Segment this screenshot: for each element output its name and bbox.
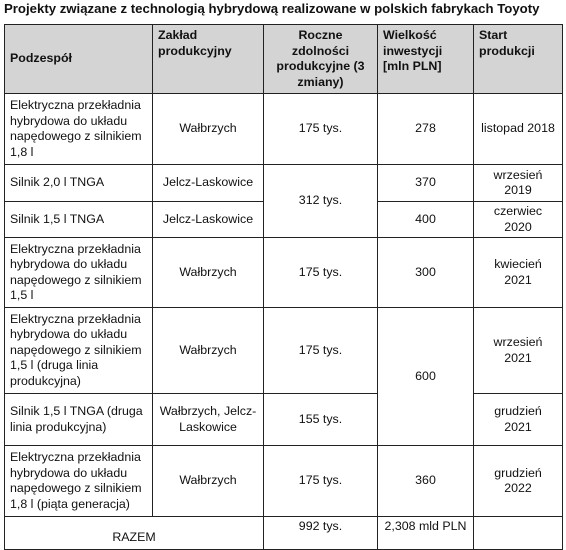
cell-plant: Wałbrzych, Jelcz-Laskowice — [153, 394, 264, 446]
cell-start: listopad 2018 — [474, 94, 563, 165]
cell-component: Elektryczna przekładnia hybrydowa do układu napędowego z silnikiem 1,8 l (piąta generacja) — [5, 446, 153, 517]
cell-capacity: 175 tys. — [264, 94, 378, 165]
total-capacity: 992 tys. — [264, 517, 378, 550]
cell-investment: 300 — [378, 238, 474, 308]
cell-plant: Wałbrzych — [153, 238, 264, 308]
total-row — [5, 517, 563, 550]
cell-capacity: 175 tys. — [264, 238, 378, 308]
header-investment: Wielkość inwestycji [mln PLN] — [378, 25, 474, 94]
cell-component: Elektryczna przekładnia hybrydowa do układu napędowego z silnikiem 1,5 l — [5, 238, 153, 308]
cell-investment: 600 — [378, 308, 474, 446]
cell-capacity: 175 tys. — [264, 308, 378, 394]
cell-start: wrzesień 2021 — [474, 308, 563, 394]
header-start: Start produkcji — [474, 25, 563, 94]
header-component: Podzespół — [5, 25, 153, 94]
cell-start: grudzień 2022 — [474, 446, 563, 517]
cell-component: Elektryczna przekładnia hybrydowa do układu napędowego z silnikiem 1,5 l (druga linia produkcyjna) — [5, 308, 153, 394]
total-empty-cell — [474, 517, 563, 550]
header-capacity: Roczne zdolności produkcyjne (3 zmiany) — [264, 25, 378, 94]
cell-capacity: 155 tys. — [264, 394, 378, 446]
cell-plant: Wałbrzych — [153, 446, 264, 517]
table-row — [5, 238, 563, 308]
cell-plant: Wałbrzych — [153, 308, 264, 394]
cell-capacity: 175 tys. — [264, 446, 378, 517]
cell-plant: Jelcz-Laskowice — [153, 202, 264, 238]
cell-component: Elektryczna przekładnia hybrydowa do układu napędowego z silnikiem 1,8 l — [5, 94, 153, 165]
cell-capacity: 312 tys. — [264, 165, 378, 238]
production-table — [4, 24, 563, 550]
total-label: RAZEM — [5, 517, 264, 550]
total-investment: 2,308 mld PLN — [378, 517, 474, 550]
cell-component: Silnik 1,5 l TNGA (druga linia produkcyjna) — [5, 394, 153, 446]
cell-start: wrzesień 2019 — [474, 165, 563, 202]
table-title: Projekty związane z technologią hybrydową realizowane w polskich fabrykach Toyoty — [4, 1, 540, 16]
table-row — [5, 308, 563, 394]
cell-start: kwiecień 2021 — [474, 238, 563, 308]
cell-plant: Jelcz-Laskowice — [153, 165, 264, 202]
table-row — [5, 394, 563, 446]
cell-start: grudzień 2021 — [474, 394, 563, 446]
cell-plant: Wałbrzych — [153, 94, 264, 165]
cell-investment: 400 — [378, 202, 474, 238]
cell-investment: 278 — [378, 94, 474, 165]
cell-investment: 370 — [378, 165, 474, 202]
cell-investment: 360 — [378, 446, 474, 517]
table-row — [5, 165, 563, 202]
cell-component: Silnik 1,5 l TNGA — [5, 202, 153, 238]
table-row — [5, 446, 563, 517]
cell-start: czerwiec 2020 — [474, 202, 563, 238]
header-row — [5, 25, 563, 94]
cell-component: Silnik 2,0 l TNGA — [5, 165, 153, 202]
header-plant: Zakład produkcyjny — [153, 25, 264, 94]
table-row — [5, 94, 563, 165]
